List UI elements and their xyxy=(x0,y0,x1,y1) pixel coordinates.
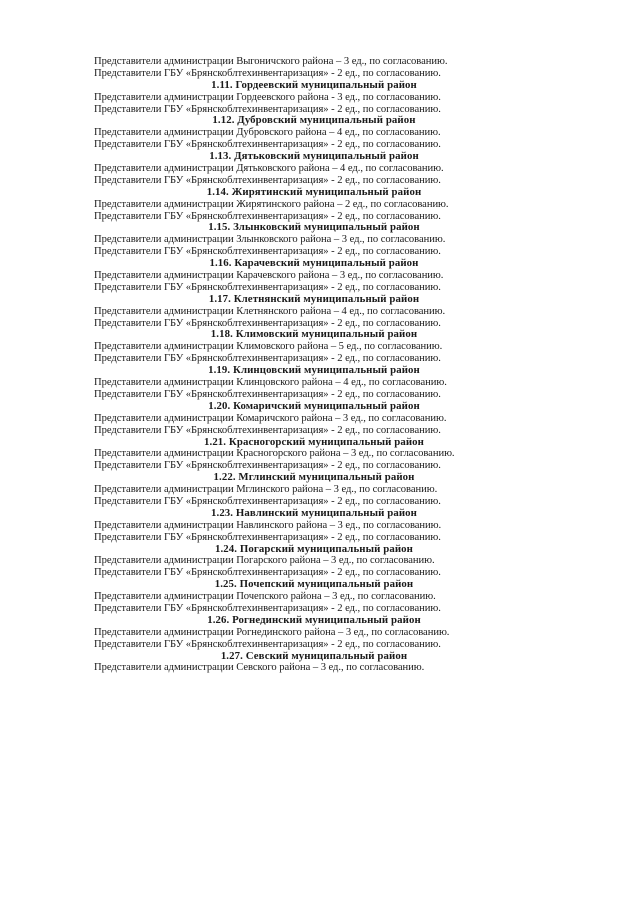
section-heading: 1.24. Погарский муниципальный район xyxy=(215,542,413,555)
list-item: Представители ГБУ «Брянскоблтехинвентаризация» - 2 ед., по согласованию. xyxy=(94,460,441,472)
section-heading: 1.23. Навлинский муниципальный район xyxy=(211,506,417,519)
list-item: Представители администрации Клетнянского района – 4 ед., по согласованию. xyxy=(94,305,446,317)
list-item: Представители ГБУ «Брянскоблтехинвентаризация» - 2 ед., по согласованию. xyxy=(94,531,441,543)
list-item: Представители администрации Дубровского района – 4 ед., по согласованию. xyxy=(94,127,441,139)
section-heading: 1.19. Клинцовский муниципальный район xyxy=(208,364,420,377)
list-item: Представители ГБУ «Брянскоблтехинвентаризация» - 2 ед., по согласованию. xyxy=(94,388,441,400)
list-item: Представители администрации Красногорского района – 3 ед., по согласованию. xyxy=(94,448,455,460)
list-item: Представители ГБУ «Брянскоблтехинвентаризация» - 2 ед., по согласованию. xyxy=(94,567,441,579)
section-heading: 1.27. Севский муниципальный район xyxy=(220,649,408,662)
section-heading: 1.13. Дятьковский муниципальный район xyxy=(209,150,419,163)
section-heading: 1.26. Рогнединский муниципальный район xyxy=(207,613,421,626)
list-item: Представители ГБУ «Брянскоблтехинвентаризация» - 2 ед., по согласованию. xyxy=(94,174,441,186)
list-item: Представители администрации Выгоничского района – 3 ед., по согласованию. xyxy=(94,56,448,67)
list-item: Представители администрации Севского района – 3 ед., по согласованию. xyxy=(94,662,425,674)
list-item: Представители ГБУ «Брянскоблтехинвентаризация» - 2 ед., по согласованию. xyxy=(94,495,441,507)
list-item: Представители администрации Почепского района – 3 ед., по согласованию. xyxy=(94,591,436,603)
section-heading: 1.20. Комаричский муниципальный район xyxy=(208,399,420,412)
section-heading: 1.21. Красногорский муниципальный район xyxy=(204,435,424,448)
list-item: Представители администрации Мглинского района – 3 ед., по согласованию. xyxy=(94,484,438,496)
section-heading: 1.25. Почепский муниципальный район xyxy=(214,578,414,591)
section-heading: 1.17. Клетнянский муниципальный район xyxy=(208,292,420,305)
list-item: Представители администрации Карачевского района – 3 ед., по согласованию. xyxy=(94,270,444,282)
list-item: Представители администрации Комаричского района – 3 ед., по согласованию. xyxy=(94,412,447,424)
section-heading: 1.18. Климовский муниципальный район xyxy=(210,328,418,341)
list-item: Представители администрации Климовского района – 5 ед., по согласованию. xyxy=(94,341,443,353)
section-heading: 1.15. Злынковский муниципальный район xyxy=(208,221,420,234)
section-heading: 1.16. Карачевский муниципальный район xyxy=(209,257,419,270)
list-item: Представители ГБУ «Брянскоблтехинвентаризация» - 2 ед., по согласованию. xyxy=(94,638,441,650)
list-item: Представители ГБУ «Брянскоблтехинвентаризация» - 2 ед., по согласованию. xyxy=(94,246,441,258)
list-item: Представители администрации Злынковского района – 3 ед., по согласованию. xyxy=(94,234,446,246)
list-item: Представители администрации Клинцовского района – 4 ед., по согласованию. xyxy=(94,377,447,389)
list-item: Представители ГБУ «Брянскоблтехинвентаризация» - 2 ед., по согласованию. xyxy=(94,210,441,222)
document-body xyxy=(94,56,534,674)
section-heading: 1.14. Жирятинский муниципальный район xyxy=(206,185,422,198)
list-item: Представители ГБУ «Брянскоблтехинвентаризация» - 2 ед., по согласованию. xyxy=(94,602,441,614)
list-item: Представители администрации Гордеевского района - 3 ед., по согласованию. xyxy=(94,91,441,103)
list-item: Представители ГБУ «Брянскоблтехинвентаризация» - 2 ед., по согласованию. xyxy=(94,317,441,329)
list-item: Представители ГБУ «Брянскоблтехинвентаризация» - 2 ед., по согласованию. xyxy=(94,424,441,436)
list-item: Представители ГБУ «Брянскоблтехинвентаризация» - 2 ед., по согласованию. xyxy=(94,103,441,115)
list-item: Представители администрации Навлинского района – 3 ед., по согласованию. xyxy=(94,519,442,531)
list-item: Представители администрации Жирятинского района – 2 ед., по согласованию. xyxy=(94,198,449,210)
list-item: Представители администрации Рогнединского района – 3 ед., по согласованию. xyxy=(94,626,450,638)
list-item: Представители администрации Погарского района – 3 ед., по согласованию. xyxy=(94,555,435,567)
section-heading: 1.11. Гордеевский муниципальный район xyxy=(211,78,417,91)
list-item: Представители ГБУ «Брянскоблтехинвентаризация» - 2 ед., по согласованию. xyxy=(94,67,441,79)
section-heading: 1.12. Дубровский муниципальный район xyxy=(212,114,416,127)
list-item: Представители ГБУ «Брянскоблтехинвентаризация» - 2 ед., по согласованию. xyxy=(94,139,441,151)
list-item: Представители ГБУ «Брянскоблтехинвентаризация» - 2 ед., по согласованию. xyxy=(94,353,441,365)
section-heading: 1.22. Мглинский муниципальный район xyxy=(213,471,415,484)
list-item: Представители ГБУ «Брянскоблтехинвентаризация» - 2 ед., по согласованию. xyxy=(94,281,441,293)
list-item: Представители администрации Дятьковского района – 4 ед., по согласованию. xyxy=(94,163,444,175)
